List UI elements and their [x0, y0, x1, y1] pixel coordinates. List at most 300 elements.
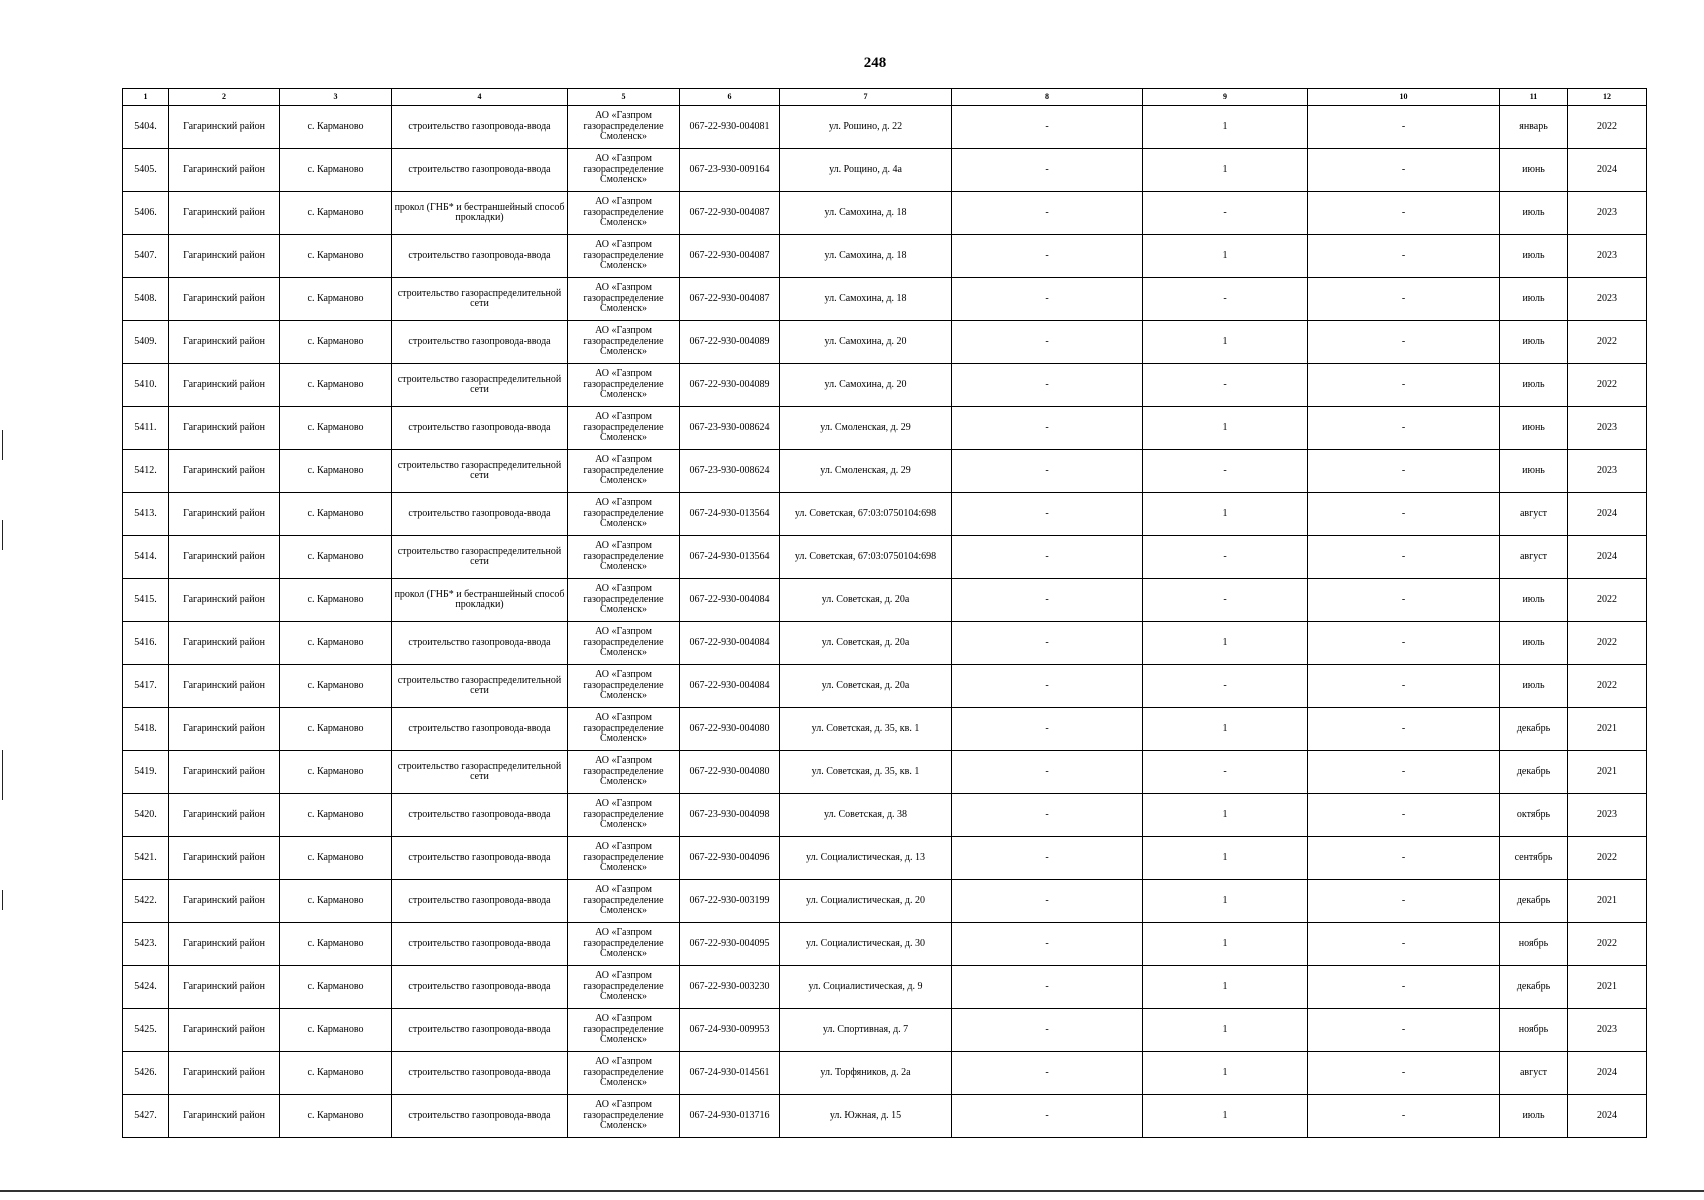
address-cell: ул. Советская, д. 35, кв. 1 — [780, 751, 952, 794]
organization-cell: АО «Газпром газораспределение Смоленск» — [568, 106, 680, 149]
registry-number-cell: 067-22-930-004095 — [680, 923, 780, 966]
organization-cell: АО «Газпром газораспределение Смоленск» — [568, 407, 680, 450]
col-9-value-cell: 1 — [1143, 966, 1308, 1009]
month-cell: июль — [1500, 579, 1568, 622]
col-10-value-cell: - — [1308, 837, 1500, 880]
year-cell: 2022 — [1568, 106, 1647, 149]
work-type-cell: строительство газопровода-ввода — [392, 923, 568, 966]
settlement-cell: с. Карманово — [280, 880, 392, 923]
work-type-cell: строительство газопровода-ввода — [392, 837, 568, 880]
col-8-value-cell: - — [952, 536, 1143, 579]
address-cell: ул. Самохина, д. 18 — [780, 278, 952, 321]
year-cell: 2021 — [1568, 966, 1647, 1009]
address-cell: ул. Социалистическая, д. 13 — [780, 837, 952, 880]
year-cell: 2023 — [1568, 192, 1647, 235]
month-cell: июль — [1500, 321, 1568, 364]
column-header-11: 11 — [1500, 89, 1568, 106]
year-cell: 2022 — [1568, 837, 1647, 880]
registry-number-cell: 067-22-930-004084 — [680, 665, 780, 708]
district-cell: Гагаринский район — [169, 708, 280, 751]
organization-cell: АО «Газпром газораспределение Смоленск» — [568, 1009, 680, 1052]
work-type-cell: строительство газопровода-ввода — [392, 493, 568, 536]
settlement-cell: с. Карманово — [280, 837, 392, 880]
table-row — [123, 493, 1647, 536]
row-number-cell: 5421. — [123, 837, 169, 880]
row-number-cell: 5406. — [123, 192, 169, 235]
column-header-4: 4 — [392, 89, 568, 106]
column-header-8: 8 — [952, 89, 1143, 106]
organization-cell: АО «Газпром газораспределение Смоленск» — [568, 450, 680, 493]
month-cell: август — [1500, 493, 1568, 536]
settlement-cell: с. Карманово — [280, 923, 392, 966]
settlement-cell: с. Карманово — [280, 106, 392, 149]
table-row — [123, 1052, 1647, 1095]
settlement-cell: с. Карманово — [280, 966, 392, 1009]
registry-number-cell: 067-22-930-004080 — [680, 708, 780, 751]
month-cell: декабрь — [1500, 966, 1568, 1009]
col-9-value-cell: 1 — [1143, 1095, 1308, 1138]
district-cell: Гагаринский район — [169, 106, 280, 149]
address-cell: ул. Социалистическая, д. 30 — [780, 923, 952, 966]
settlement-cell: с. Карманово — [280, 278, 392, 321]
settlement-cell: с. Карманово — [280, 493, 392, 536]
settlement-cell: с. Карманово — [280, 1095, 392, 1138]
district-cell: Гагаринский район — [169, 579, 280, 622]
year-cell: 2022 — [1568, 364, 1647, 407]
district-cell: Гагаринский район — [169, 923, 280, 966]
work-type-cell: строительство газопровода-ввода — [392, 966, 568, 1009]
address-cell: ул. Социалистическая, д. 9 — [780, 966, 952, 1009]
table-row — [123, 278, 1647, 321]
district-cell: Гагаринский район — [169, 622, 280, 665]
registry-number-cell: 067-24-930-009953 — [680, 1009, 780, 1052]
col-8-value-cell: - — [952, 1009, 1143, 1052]
registry-number-cell: 067-22-930-003230 — [680, 966, 780, 1009]
registry-number-cell: 067-22-930-004087 — [680, 192, 780, 235]
col-9-value-cell: 1 — [1143, 321, 1308, 364]
year-cell: 2023 — [1568, 1009, 1647, 1052]
month-cell: июнь — [1500, 407, 1568, 450]
col-8-value-cell: - — [952, 579, 1143, 622]
district-cell: Гагаринский район — [169, 837, 280, 880]
col-10-value-cell: - — [1308, 407, 1500, 450]
row-number-cell: 5417. — [123, 665, 169, 708]
organization-cell: АО «Газпром газораспределение Смоленск» — [568, 536, 680, 579]
year-cell: 2023 — [1568, 794, 1647, 837]
row-number-cell: 5408. — [123, 278, 169, 321]
col-10-value-cell: - — [1308, 450, 1500, 493]
work-type-cell: строительство газопровода-ввода — [392, 149, 568, 192]
col-8-value-cell: - — [952, 665, 1143, 708]
col-8-value-cell: - — [952, 966, 1143, 1009]
month-cell: ноябрь — [1500, 923, 1568, 966]
col-8-value-cell: - — [952, 794, 1143, 837]
settlement-cell: с. Карманово — [280, 149, 392, 192]
month-cell: октябрь — [1500, 794, 1568, 837]
address-cell: ул. Торфяников, д. 2а — [780, 1052, 952, 1095]
work-type-cell: прокол (ГНБ* и бестраншейный способ прокладки) — [392, 579, 568, 622]
registry-number-cell: 067-23-930-004098 — [680, 794, 780, 837]
col-9-value-cell: 1 — [1143, 493, 1308, 536]
col-8-value-cell: - — [952, 192, 1143, 235]
work-type-cell: строительство газораспределительной сети — [392, 536, 568, 579]
col-9-value-cell: 1 — [1143, 106, 1308, 149]
col-9-value-cell: 1 — [1143, 880, 1308, 923]
row-number-cell: 5413. — [123, 493, 169, 536]
address-cell: ул. Советская, 67:03:0750104:698 — [780, 493, 952, 536]
col-9-value-cell: 1 — [1143, 622, 1308, 665]
col-10-value-cell: - — [1308, 880, 1500, 923]
organization-cell: АО «Газпром газораспределение Смоленск» — [568, 149, 680, 192]
address-cell: ул. Самохина, д. 18 — [780, 192, 952, 235]
address-cell: ул. Советская, д. 35, кв. 1 — [780, 708, 952, 751]
col-8-value-cell: - — [952, 364, 1143, 407]
organization-cell: АО «Газпром газораспределение Смоленск» — [568, 966, 680, 1009]
address-cell: ул. Самохина, д. 20 — [780, 364, 952, 407]
work-type-cell: строительство газораспределительной сети — [392, 278, 568, 321]
col-10-value-cell: - — [1308, 923, 1500, 966]
district-cell: Гагаринский район — [169, 407, 280, 450]
work-type-cell: строительство газопровода-ввода — [392, 106, 568, 149]
row-number-cell: 5418. — [123, 708, 169, 751]
col-8-value-cell: - — [952, 493, 1143, 536]
work-type-cell: прокол (ГНБ* и бестраншейный способ прокладки) — [392, 192, 568, 235]
address-cell: ул. Смоленская, д. 29 — [780, 407, 952, 450]
col-8-value-cell: - — [952, 708, 1143, 751]
col-8-value-cell: - — [952, 235, 1143, 278]
row-number-cell: 5419. — [123, 751, 169, 794]
row-number-cell: 5415. — [123, 579, 169, 622]
year-cell: 2024 — [1568, 1052, 1647, 1095]
settlement-cell: с. Карманово — [280, 450, 392, 493]
table-row — [123, 364, 1647, 407]
work-type-cell: строительство газопровода-ввода — [392, 407, 568, 450]
settlement-cell: с. Карманово — [280, 1052, 392, 1095]
month-cell: июнь — [1500, 450, 1568, 493]
address-cell: ул. Советская, д. 20а — [780, 622, 952, 665]
row-number-cell: 5412. — [123, 450, 169, 493]
col-10-value-cell: - — [1308, 966, 1500, 1009]
district-cell: Гагаринский район — [169, 450, 280, 493]
district-cell: Гагаринский район — [169, 1009, 280, 1052]
organization-cell: АО «Газпром газораспределение Смоленск» — [568, 794, 680, 837]
year-cell: 2022 — [1568, 321, 1647, 364]
district-cell: Гагаринский район — [169, 1095, 280, 1138]
work-type-cell: строительство газопровода-ввода — [392, 1052, 568, 1095]
col-9-value-cell: 1 — [1143, 923, 1308, 966]
table-row — [123, 966, 1647, 1009]
registry-number-cell: 067-23-930-008624 — [680, 407, 780, 450]
page-bottom-rule — [0, 1190, 1704, 1192]
year-cell: 2021 — [1568, 751, 1647, 794]
row-number-cell: 5411. — [123, 407, 169, 450]
settlement-cell: с. Карманово — [280, 1009, 392, 1052]
address-cell: ул. Спортивная, д. 7 — [780, 1009, 952, 1052]
row-number-cell: 5427. — [123, 1095, 169, 1138]
header-row — [123, 89, 1647, 106]
year-cell: 2022 — [1568, 579, 1647, 622]
month-cell: декабрь — [1500, 708, 1568, 751]
column-header-12: 12 — [1568, 89, 1647, 106]
row-number-cell: 5425. — [123, 1009, 169, 1052]
address-cell: ул. Рощино, д. 4а — [780, 149, 952, 192]
col-9-value-cell: - — [1143, 665, 1308, 708]
col-8-value-cell: - — [952, 880, 1143, 923]
page-number: 248 — [863, 55, 887, 71]
col-9-value-cell: 1 — [1143, 1009, 1308, 1052]
col-8-value-cell: - — [952, 278, 1143, 321]
district-cell: Гагаринский район — [169, 192, 280, 235]
col-9-value-cell: 1 — [1143, 708, 1308, 751]
month-cell: август — [1500, 1052, 1568, 1095]
district-cell: Гагаринский район — [169, 321, 280, 364]
table-row — [123, 321, 1647, 364]
work-type-cell: строительство газопровода-ввода — [392, 794, 568, 837]
table-row — [123, 450, 1647, 493]
year-cell: 2022 — [1568, 923, 1647, 966]
organization-cell: АО «Газпром газораспределение Смоленск» — [568, 235, 680, 278]
table-row — [123, 708, 1647, 751]
registry-number-cell: 067-22-930-004096 — [680, 837, 780, 880]
month-cell: январь — [1500, 106, 1568, 149]
scan-edge-mark — [2, 520, 3, 550]
table-row — [123, 579, 1647, 622]
table-row — [123, 1009, 1647, 1052]
col-9-value-cell: 1 — [1143, 149, 1308, 192]
col-9-value-cell: 1 — [1143, 235, 1308, 278]
organization-cell: АО «Газпром газораспределение Смоленск» — [568, 579, 680, 622]
col-10-value-cell: - — [1308, 579, 1500, 622]
address-cell: ул. Советская, д. 20а — [780, 579, 952, 622]
settlement-cell: с. Карманово — [280, 622, 392, 665]
registry-number-cell: 067-22-930-004089 — [680, 321, 780, 364]
table-row — [123, 794, 1647, 837]
year-cell: 2021 — [1568, 880, 1647, 923]
column-header-6: 6 — [680, 89, 780, 106]
col-9-value-cell: - — [1143, 751, 1308, 794]
col-10-value-cell: - — [1308, 665, 1500, 708]
organization-cell: АО «Газпром газораспределение Смоленск» — [568, 493, 680, 536]
work-type-cell: строительство газопровода-ввода — [392, 880, 568, 923]
col-8-value-cell: - — [952, 1095, 1143, 1138]
registry-number-cell: 067-24-930-013716 — [680, 1095, 780, 1138]
col-10-value-cell: - — [1308, 493, 1500, 536]
table-row — [123, 149, 1647, 192]
registry-number-cell: 067-22-930-004080 — [680, 751, 780, 794]
settlement-cell: с. Карманово — [280, 794, 392, 837]
address-cell: ул. Рошино, д. 22 — [780, 106, 952, 149]
registry-number-cell: 067-22-930-004084 — [680, 579, 780, 622]
col-10-value-cell: - — [1308, 708, 1500, 751]
settlement-cell: с. Карманово — [280, 192, 392, 235]
column-header-2: 2 — [169, 89, 280, 106]
row-number-cell: 5407. — [123, 235, 169, 278]
organization-cell: АО «Газпром газораспределение Смоленск» — [568, 837, 680, 880]
month-cell: сентябрь — [1500, 837, 1568, 880]
col-10-value-cell: - — [1308, 1009, 1500, 1052]
year-cell: 2022 — [1568, 622, 1647, 665]
year-cell: 2023 — [1568, 407, 1647, 450]
work-type-cell: строительство газопровода-ввода — [392, 708, 568, 751]
scan-edge-mark — [2, 430, 3, 460]
col-9-value-cell: 1 — [1143, 794, 1308, 837]
month-cell: июль — [1500, 235, 1568, 278]
table-row — [123, 536, 1647, 579]
col-10-value-cell: - — [1308, 278, 1500, 321]
col-8-value-cell: - — [952, 837, 1143, 880]
district-cell: Гагаринский район — [169, 235, 280, 278]
table-row — [123, 106, 1647, 149]
month-cell: июль — [1500, 192, 1568, 235]
col-8-value-cell: - — [952, 106, 1143, 149]
col-9-value-cell: 1 — [1143, 837, 1308, 880]
settlement-cell: с. Карманово — [280, 665, 392, 708]
column-header-7: 7 — [780, 89, 952, 106]
col-10-value-cell: - — [1308, 321, 1500, 364]
district-cell: Гагаринский район — [169, 493, 280, 536]
col-9-value-cell: - — [1143, 364, 1308, 407]
col-10-value-cell: - — [1308, 622, 1500, 665]
col-10-value-cell: - — [1308, 1052, 1500, 1095]
table-row — [123, 880, 1647, 923]
table-row — [123, 923, 1647, 966]
registry-number-cell: 067-22-930-004089 — [680, 364, 780, 407]
row-number-cell: 5424. — [123, 966, 169, 1009]
month-cell: июль — [1500, 1095, 1568, 1138]
address-cell: ул. Социалистическая, д. 20 — [780, 880, 952, 923]
col-8-value-cell: - — [952, 450, 1143, 493]
scan-edge-mark — [2, 890, 3, 910]
organization-cell: АО «Газпром газораспределение Смоленск» — [568, 1052, 680, 1095]
registry-number-cell: 067-24-930-014561 — [680, 1052, 780, 1095]
registry-number-cell: 067-22-930-004087 — [680, 278, 780, 321]
organization-cell: АО «Газпром газораспределение Смоленск» — [568, 622, 680, 665]
settlement-cell: с. Карманово — [280, 536, 392, 579]
address-cell: ул. Смоленская, д. 29 — [780, 450, 952, 493]
work-type-cell: строительство газопровода-ввода — [392, 1009, 568, 1052]
month-cell: июнь — [1500, 149, 1568, 192]
year-cell: 2023 — [1568, 235, 1647, 278]
month-cell: июль — [1500, 278, 1568, 321]
organization-cell: АО «Газпром газораспределение Смоленск» — [568, 751, 680, 794]
col-8-value-cell: - — [952, 622, 1143, 665]
table-row — [123, 407, 1647, 450]
work-type-cell: строительство газораспределительной сети — [392, 665, 568, 708]
row-number-cell: 5405. — [123, 149, 169, 192]
col-9-value-cell: - — [1143, 192, 1308, 235]
column-header-10: 10 — [1308, 89, 1500, 106]
registry-number-cell: 067-23-930-008624 — [680, 450, 780, 493]
organization-cell: АО «Газпром газораспределение Смоленск» — [568, 880, 680, 923]
col-10-value-cell: - — [1308, 235, 1500, 278]
registry-number-cell: 067-22-930-004081 — [680, 106, 780, 149]
address-cell: ул. Советская, д. 20а — [780, 665, 952, 708]
row-number-cell: 5422. — [123, 880, 169, 923]
district-cell: Гагаринский район — [169, 149, 280, 192]
settlement-cell: с. Карманово — [280, 321, 392, 364]
row-number-cell: 5410. — [123, 364, 169, 407]
col-9-value-cell: 1 — [1143, 407, 1308, 450]
table-row — [123, 192, 1647, 235]
col-10-value-cell: - — [1308, 1095, 1500, 1138]
table-row — [123, 837, 1647, 880]
district-cell: Гагаринский район — [169, 880, 280, 923]
settlement-cell: с. Карманово — [280, 751, 392, 794]
table-row — [123, 665, 1647, 708]
registry-number-cell: 067-24-930-013564 — [680, 536, 780, 579]
table-row — [123, 1095, 1647, 1138]
registry-number-cell: 067-22-930-004087 — [680, 235, 780, 278]
registry-number-cell: 067-22-930-003199 — [680, 880, 780, 923]
row-number-cell: 5420. — [123, 794, 169, 837]
organization-cell: АО «Газпром газораспределение Смоленск» — [568, 708, 680, 751]
month-cell: ноябрь — [1500, 1009, 1568, 1052]
col-8-value-cell: - — [952, 751, 1143, 794]
col-9-value-cell: - — [1143, 536, 1308, 579]
col-8-value-cell: - — [952, 149, 1143, 192]
year-cell: 2024 — [1568, 536, 1647, 579]
month-cell: июль — [1500, 622, 1568, 665]
registry-number-cell: 067-24-930-013564 — [680, 493, 780, 536]
month-cell: июль — [1500, 364, 1568, 407]
district-cell: Гагаринский район — [169, 1052, 280, 1095]
row-number-cell: 5416. — [123, 622, 169, 665]
year-cell: 2024 — [1568, 493, 1647, 536]
row-number-cell: 5423. — [123, 923, 169, 966]
table-row — [123, 751, 1647, 794]
col-10-value-cell: - — [1308, 751, 1500, 794]
col-10-value-cell: - — [1308, 149, 1500, 192]
column-header-3: 3 — [280, 89, 392, 106]
col-8-value-cell: - — [952, 321, 1143, 364]
table-row — [123, 235, 1647, 278]
work-type-cell: строительство газопровода-ввода — [392, 622, 568, 665]
organization-cell: АО «Газпром газораспределение Смоленск» — [568, 364, 680, 407]
work-type-cell: строительство газопровода-ввода — [392, 1095, 568, 1138]
year-cell: 2023 — [1568, 450, 1647, 493]
column-header-1: 1 — [123, 89, 169, 106]
organization-cell: АО «Газпром газораспределение Смоленск» — [568, 1095, 680, 1138]
address-cell: ул. Советская, д. 38 — [780, 794, 952, 837]
scan-edge-mark — [2, 750, 3, 800]
work-type-cell: строительство газопровода-ввода — [392, 235, 568, 278]
col-10-value-cell: - — [1308, 106, 1500, 149]
work-type-cell: строительство газораспределительной сети — [392, 450, 568, 493]
settlement-cell: с. Карманово — [280, 407, 392, 450]
col-10-value-cell: - — [1308, 192, 1500, 235]
district-cell: Гагаринский район — [169, 536, 280, 579]
year-cell: 2024 — [1568, 1095, 1647, 1138]
table-row — [123, 622, 1647, 665]
col-10-value-cell: - — [1308, 364, 1500, 407]
address-cell: ул. Южная, д. 15 — [780, 1095, 952, 1138]
settlement-cell: с. Карманово — [280, 579, 392, 622]
col-9-value-cell: - — [1143, 278, 1308, 321]
work-type-cell: строительство газопровода-ввода — [392, 321, 568, 364]
col-9-value-cell: - — [1143, 450, 1308, 493]
settlement-cell: с. Карманово — [280, 364, 392, 407]
organization-cell: АО «Газпром газораспределение Смоленск» — [568, 278, 680, 321]
row-number-cell: 5409. — [123, 321, 169, 364]
col-9-value-cell: - — [1143, 579, 1308, 622]
registry-number-cell: 067-22-930-004084 — [680, 622, 780, 665]
gas-works-table — [122, 88, 1647, 1138]
organization-cell: АО «Газпром газораспределение Смоленск» — [568, 321, 680, 364]
district-cell: Гагаринский район — [169, 751, 280, 794]
address-cell: ул. Советская, 67:03:0750104:698 — [780, 536, 952, 579]
year-cell: 2021 — [1568, 708, 1647, 751]
month-cell: август — [1500, 536, 1568, 579]
